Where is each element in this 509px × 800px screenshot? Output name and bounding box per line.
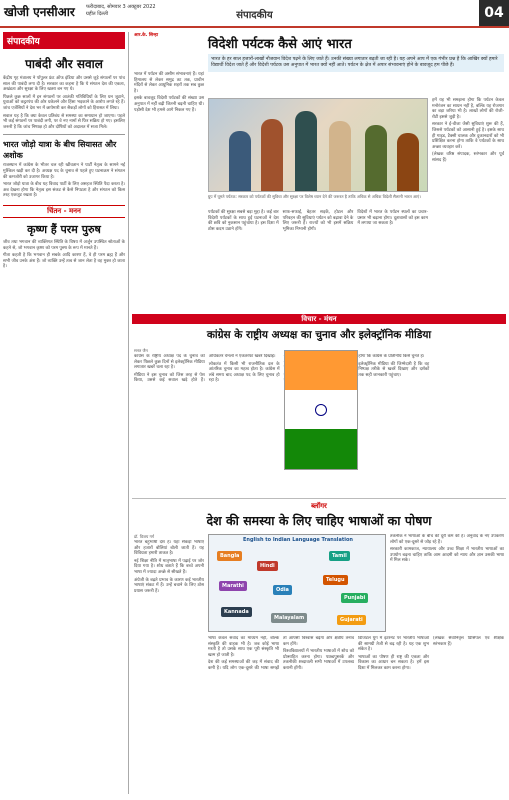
krishna-headline: कृष्ण हैं परम पुरुष	[27, 222, 101, 236]
article1-headline: विदेशी पर्यटक कैसे आएं भारत	[208, 37, 352, 52]
article1-lead: भारत के हर साल हजारों-लाखों नौजवान विदेश पढ़ने के लिए जाते हैं। उनकी संख्या लगातार बढ़ती जा रही है। यह अपने आप में एक गंभीर प्रश्न है कि आखिर क्यों हमारे विद्यार्थी विदेश जाते हैं और विदेशी पर्यटक उस अनुपात में भारत क्यों नहीं आते। पर्यटन के क्षेत्र में अपार संभावनाएं होने के बावजूद हम पीछे हैं।	[208, 54, 504, 72]
person-figure	[329, 121, 351, 191]
paragraph: भारत में पर्यटन की असीम संभावनाएं हैं। यहां हिमालय से लेकर समुद्र तट तक, प्राचीन मंदिरों से लेकर आधुनिक शहरों तक सब कुछ है।	[134, 72, 204, 94]
author-note: (लेखक सेवानिवृत्त प्रिंसिपल एवं शैक्षिक स्तंभकार हैं)	[433, 636, 504, 647]
photo-caption: ग्रुप में घूमते पर्यटक: सरकार को पर्यटकों की सुविधा और सुरक्षा पर विशेष ध्यान देने की जरूरत है ताकि अधिक से अधिक विदेशी सैलानी भारत आएं।	[208, 194, 421, 199]
paragraph: हमें यह भी समझना होगा कि पर्यटन केवल मनोरंजन का साधन नहीं है, बल्कि यह रोजगार का बड़ा जरिया भी है। लाखों लोगों की रोजी-रोटी इससे जुड़ी है।	[432, 98, 504, 120]
article1-author	[134, 32, 204, 40]
chintan-banner: चिंतन - मनन	[3, 205, 125, 218]
paragraph: पर्यटकों की सुरक्षा सबसे बड़ा मुद्दा है। कई बार विदेशी पर्यटकों के साथ हुई घटनाओं ने देश की छवि को नुकसान पहुंचाया है। इस दिशा में ठोस कदम उठाने होंगे।	[208, 210, 279, 232]
language-chip: Gujarati	[337, 615, 366, 625]
language-chip: Punjabi	[341, 593, 368, 603]
paragraph: देश की कई समस्याओं की जड़ में संवाद की कमी है। यदि लोग एक-दूसरे की भाषा समझें तो आपसी विश्वास बढ़ेगा और क्षेत्रीय तनाव कम होंगे।	[208, 636, 354, 671]
paragraph: अंग्रेजी के बढ़ते प्रभाव के कारण कई भारतीय भाषाएं संकट में हैं। उन्हें बचाने के लिए ठोस प्रयास जरूरी हैं।	[134, 577, 204, 594]
article2-byline: सनत जैन	[134, 348, 148, 353]
person-figure	[229, 131, 251, 191]
language-chip: Kannada	[221, 607, 252, 617]
paragraph: भाषा केवल संवाद का माध्यम नहीं, बल्कि संस्कृति की वाहक भी है। जब कोई भाषा मरती है तो उसके साथ एक पूरी संस्कृति भी खत्म हो जाती है।	[208, 636, 279, 658]
left-column	[3, 32, 125, 794]
paragraph: भारत जोड़ो यात्रा के बीच यह विवाद पार्टी के लिए असहज स्थिति पैदा करता है। अब देखना होगा कि नेतृत्व इस संकट से कैसे निपटता है और संगठन को किस तरह एकजुट रखता है।	[3, 182, 125, 199]
paragraph: सरकारी कामकाज, न्यायालय और उच्च शिक्षा में भारतीय भाषाओं का उपयोग बढ़ना चाहिए ताकि आम आदमी को न्याय और ज्ञान उसकी भाषा में मिल सके।	[390, 547, 504, 564]
language-chip: Marathi	[219, 581, 247, 591]
author-name: आर.के. सिन्हा	[134, 33, 158, 38]
paragraph: कांग्रेस के राष्ट्रीय अध्यक्ष पद के चुनाव को लेकर पिछले कुछ दिनों से इलेक्ट्रॉनिक मीडिया लगातार खबरें चला रहा है।	[134, 354, 205, 371]
article3-column4	[390, 534, 504, 634]
article3-byline: डॉ. विजय गर्ग	[134, 534, 155, 539]
paragraph: राजस्थान में कांग्रेस के भीतर चल रही खींचतान ने पार्टी नेतृत्व के सामने नई मुश्किल खड़ी कर दी है। अध्यक्ष पद के चुनाव से पहले हुए घटनाक्रम ने संगठन की कमजोरी को उजागर किया है।	[3, 163, 125, 180]
article1-column1	[134, 72, 204, 115]
paragraph: भाषाओं का पोषण ही राष्ट्र की एकता और विकास का आधार बन सकता है। हमें इस दिशा में मिलकर काम करना होगा।	[358, 654, 429, 671]
paragraph: होगा कि कांग्रेस के प्रतिनिधि किसे चुनते हैं।	[358, 354, 425, 359]
paragraph: विदेशों में भारत के पर्यटन स्थलों का प्रचार-प्रसार भी बढ़ाना होगा। दूतावासों को इस काम में लगाया जा सकता है।	[357, 210, 428, 227]
article2-headline: कांग्रेस के राष्ट्रीय अध्यक्ष का चुनाव और इलेक्ट्रॉनिक मीडिया	[206, 329, 432, 341]
main-area	[132, 32, 506, 794]
person-figure	[365, 125, 387, 191]
editorial-body	[3, 76, 125, 130]
language-translation-image	[208, 534, 386, 632]
language-chip: Telugu	[323, 575, 348, 585]
article3-body	[208, 636, 504, 792]
vichar-manthan-band: विचार - मंथन	[132, 314, 506, 324]
paragraph: तकनीक ने भाषाओं के बीच की दूरी कम की है। अनुवाद के नए उपकरण लोगों को एक-दूसरे से जोड़ रहे हैं।	[390, 534, 504, 545]
chakra-icon	[315, 404, 327, 416]
editorial2-body	[3, 163, 125, 199]
masthead-date: फरीदाबाद, सोमवार 3 अक्टूबर 2022	[86, 4, 156, 10]
author-note: (लेखक वरिष्ठ संपादक, स्तंभकार और पूर्व सांसद हैं)	[432, 152, 504, 163]
language-chip: Bangla	[217, 551, 242, 561]
page-number: 04	[479, 0, 509, 26]
paragraph: इसके बावजूद विदेशी पर्यटकों की संख्या उस अनुपात में नहीं बढ़ी जितनी बढ़नी चाहिए थी। पड़ोसी देश भी हमसे आगे निकल गए हैं।	[134, 96, 204, 113]
paragraph: सरकार ने ई-वीजा जैसी सुविधाएं शुरू की हैं, जिससे पर्यटकों को आसानी हुई है। इसके साथ ही गाइड, टैक्सी चालक और दुकानदारों को भी प्रशिक्षित करना होगा ताकि वे पर्यटकों के साथ अच्छा व्यवहार करें।	[432, 122, 504, 150]
person-figure	[295, 111, 317, 191]
divider	[132, 498, 506, 499]
paragraph: जीव तथा भगवान की व्यक्तिगत स्थिति के विषय में अर्जुन उपस्थित श्रोताओं के कहने से, जो भगवान कृष्ण को परम पुरुष के रूप में मानते हैं।	[3, 239, 125, 251]
language-chip: Odia	[273, 585, 292, 595]
editorial2-headline: भारत जोड़ो यात्रा के बीच सियासत और अशोक	[3, 140, 117, 161]
language-chip: Malayalam	[271, 613, 307, 623]
blogger-label: ब्लॉगर	[311, 502, 327, 510]
krishna-body	[3, 240, 125, 270]
paragraph: इलेक्ट्रॉनिक मीडिया की जिम्मेदारी है कि वह निष्पक्ष तरीके से खबरें दिखाए और दर्शकों तक सही जानकारी पहुंचाए।	[358, 361, 430, 378]
masthead	[0, 0, 509, 28]
column-separator	[128, 32, 129, 794]
congress-flag-image	[284, 350, 358, 470]
image-title: English to Indian Language Translation	[243, 537, 353, 543]
newspaper-logo: खोजी एनसीआर	[4, 5, 75, 19]
paragraph: लोकतंत्र में किसी भी राजनीतिक दल के आंतरिक चुनाव का महत्व होता है। कांग्रेस में लंबे समय बाद अध्यक्ष पद के लिए चुनाव हो रहा है।	[208, 361, 280, 384]
language-chip: Hindi	[257, 561, 278, 571]
article3-headline: देश की समस्या के लिए चाहिए भाषाओं का पोषण	[206, 513, 432, 528]
article3-column1	[134, 540, 204, 790]
paragraph: सवाल यह है कि क्या केवल प्रतिबंध से समस्या का समाधान हो जाएगा। पहले भी कई संगठनों पर पाबंदी लगी, पर वे नए नामों से फिर सक्रिय हो गए। इसलिए जरूरी है कि जांच निष्पक्ष हो और दोषियों को अदालत में सजा मिले।	[3, 113, 125, 130]
article1-column3	[432, 98, 504, 166]
masthead-edition: ग्रहीत दिल्ली	[86, 11, 109, 17]
paragraph: गीता कहती है कि भगवान ही सबके आदि कारण हैं, वे ही परम ब्रह्म हैं और सभी जीव उनके अंश हैं। जो व्यक्ति उन्हें तत्व से जान लेता है वह मुक्त हो जाता है।	[3, 253, 125, 270]
paragraph: मीडिया ने इस चुनाव को जिस तरह से पेश किया, उससे कई सवाल खड़े होते हैं। अधिकतर चैनलों ने एकतरफा खबरें दिखाईं।	[134, 354, 276, 384]
editorial-banner: संपादकीय	[3, 32, 125, 49]
paragraph: भारत बहुभाषी देश है। यहां सैकड़ों भाषाएं और हजारों बोलियां बोली जाती हैं। यह विविधता हमारी ताकत है।	[134, 540, 204, 557]
person-figure	[397, 133, 419, 191]
paragraph: केंद्रीय गृह मंत्रालय ने पॉपुलर फ्रंट ऑफ इंडिया और उससे जुड़े संगठनों पर पांच साल की पाबंदी लगा दी है। सरकार का कहना है कि ये संगठन देश की एकता, अखंडता और सुरक्षा के लिए खतरा बन गए थे।	[3, 76, 125, 93]
paragraph: साफ-सफाई, बेहतर सड़कें, होटल और परिवहन की सुविधाएं पर्यटन को बढ़ावा देने के लिए जरूरी हैं। राज्यों को भी इसमें सक्रिय भूमिका निभानी होगी।	[282, 210, 354, 232]
paragraph: पिछले कुछ सालों में इन संगठनों पर आतंकी गतिविधियों के लिए धन जुटाने, युवाओं को कट्टरपंथ की ओर धकेलने और हिंसा भड़काने के आरोप लगते रहे हैं। जांच एजेंसियों ने देश भर में छापेमारी कर सैकड़ों लोगों को हिरासत में लिया।	[3, 94, 125, 111]
article1-column2	[208, 210, 428, 233]
editorial-headline: पाबंदी और सवाल	[25, 57, 103, 71]
tourists-photo	[208, 98, 428, 192]
paragraph: विश्वविद्यालयों में भारतीय भाषाओं में शोध को प्रोत्साहित करना होगा। पाठ्यपुस्तकें और तकनीकी शब्दावली सभी भाषाओं में उपलब्ध करानी होंगी।	[283, 649, 354, 671]
person-figure	[261, 119, 283, 191]
paragraph: डिजिटल युग में इंटरनेट पर भारतीय भाषाओं की सामग्री तेजी से बढ़ रही है। यह एक शुभ संकेत है।	[358, 636, 429, 653]
section-title: संपादकीय	[236, 10, 273, 21]
paragraph: नई शिक्षा नीति में मातृभाषा में पढ़ाई पर जोर दिया गया है। शोध बताते हैं कि बच्चे अपनी भाषा में ज्यादा अच्छे से सीखते हैं।	[134, 558, 204, 575]
divider	[3, 134, 125, 135]
language-chip: Tamil	[329, 551, 350, 561]
